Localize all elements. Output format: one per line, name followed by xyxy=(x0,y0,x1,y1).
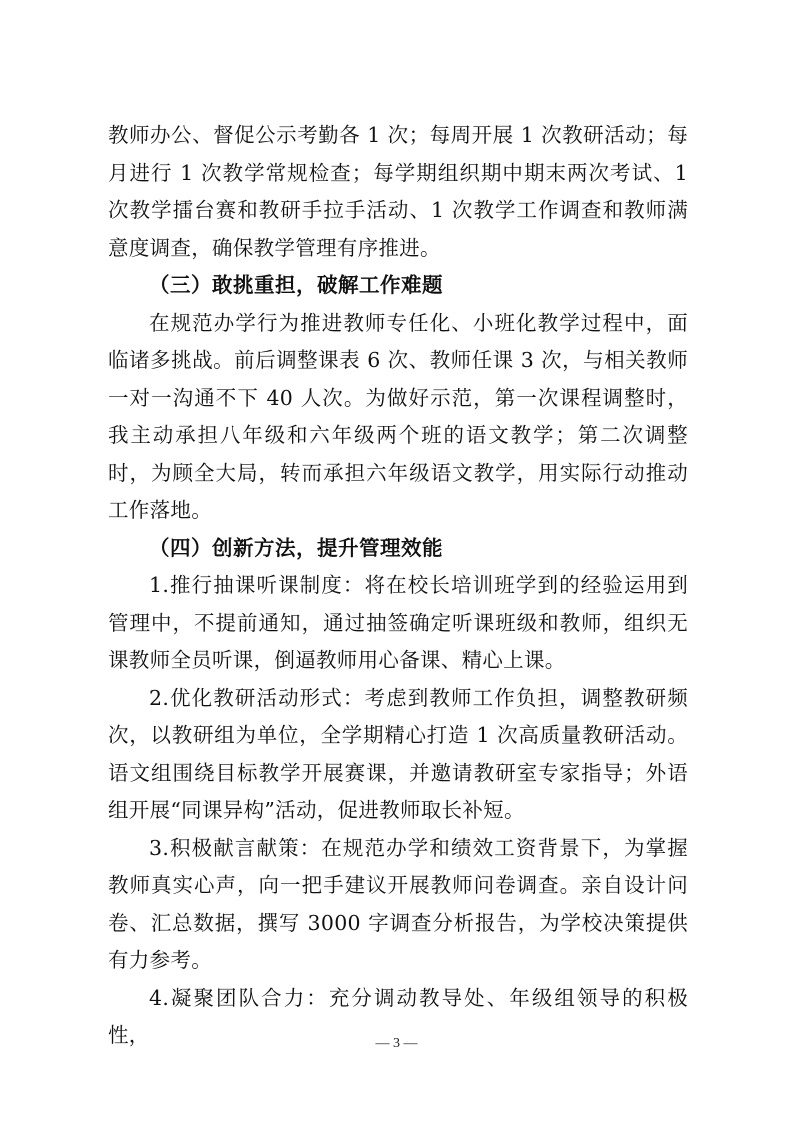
paragraph-suggestions: 3.积极献言献策：在规范办学和绩效工资背景下，为掌握教师真实心声，向一把手建议开展教师问卷调查。亲自设计问卷、汇总数据，撰写 3000 字调查分析报告，为学校决策提供有力参考。 xyxy=(108,835,688,972)
section-heading-4: （四）创新方法，提升管理效能 xyxy=(149,535,443,560)
document-body xyxy=(108,117,688,1055)
paragraph-attendance-routine: 教师办公、督促公示考勤各 1 次；每周开展 1 次教研活动；每月进行 1 次教学常规检查；每学期组织期中期末两次考试、1 次教学擂台赛和教研手拉手活动、1 次教学工作调查和教师满意度调查，确保教学管理有序推进。 xyxy=(108,123,688,260)
paragraph-challenges: 在规范办学行为推进教师专任化、小班化教学过程中，面临诸多挑战。前后调整课表 6 次、教师任课 3 次，与相关教师一对一沟通不下 40 人次。为做好示范，第一次课程调整时，我主动承担八年级和六年级两个班的语文教学；第二次调整时，为顾全大局，转而承担六年级语文教学，用实际行动推动工作落地。 xyxy=(108,310,688,522)
paragraph-lesson-observation: 1.推行抽课听课制度：将在校长培训班学到的经验运用到管理中，不提前通知，通过抽签确定听课班级和教师，组织无课教师全员听课，倒逼教师用心备课、精心上课。 xyxy=(108,573,688,672)
section-heading-3: （三）敢挑重担，破解工作难题 xyxy=(149,273,443,297)
paragraph-team-cohesion: 4.凝聚团队合力：充分调动教导处、年级组领导的积极性， xyxy=(108,985,688,1047)
paragraph-research-activity: 2.优化教研活动形式：考虑到教师工作负担，调整教研频次，以教研组为单位，全学期精心打造 1 次高质量教研活动。语文组围绕目标教学开展赛课，并邀请教研室专家指导；外语组开展“同课异构”活动，促进教师取长补短。 xyxy=(108,685,688,822)
page-number: — 3 — xyxy=(375,1036,418,1051)
